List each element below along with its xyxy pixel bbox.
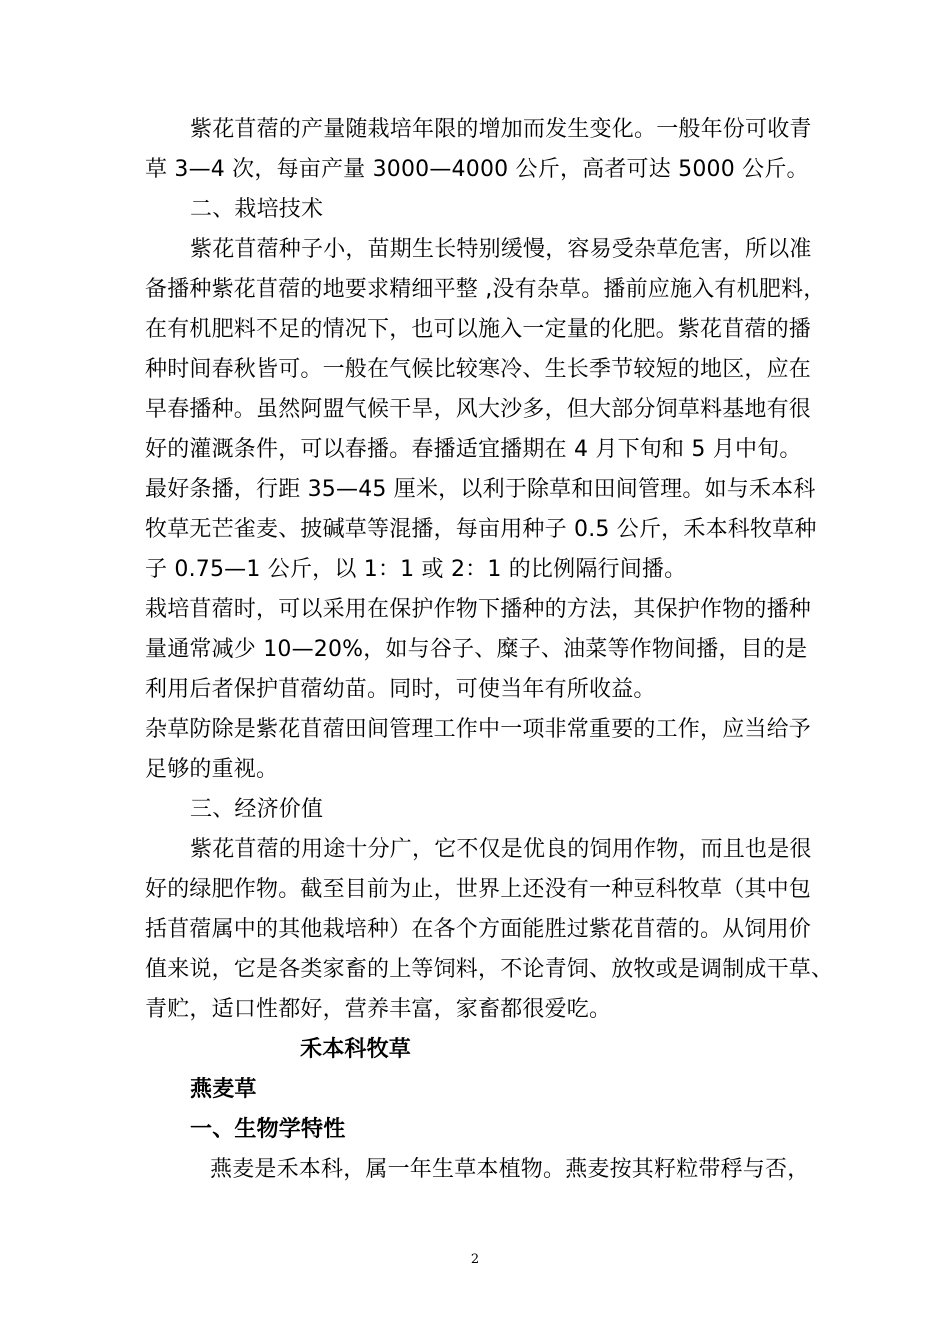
- section-heading: 三、经济价值: [190, 797, 324, 822]
- paragraph-line: 括苜蓿属中的其他栽培种）在各个方面能胜过紫花苜蓿的。从饲用价: [145, 917, 812, 942]
- paragraph-line: 栽培苜蓿时，可以采用在保护作物下播种的方法，其保护作物的播种: [145, 597, 812, 622]
- paragraph-line: 紫花苜蓿的产量随栽培年限的增加而发生变化。一般年份可收青: [190, 117, 812, 142]
- section-heading: 二、栽培技术: [190, 197, 324, 222]
- paragraph-line: 紫花苜蓿的用途十分广，它不仅是优良的饲用作物，而且也是很: [190, 837, 812, 862]
- subsection-heading: 一、生物学特性: [190, 1117, 346, 1142]
- paragraph-line: 草 3—4 次，每亩产量 3000—4000 公斤，高者可达 5000 公斤。: [145, 157, 809, 182]
- page-number: 2: [470, 1252, 480, 1267]
- paragraph-line: 紫花苜蓿种子小，苗期生长特别缓慢，容易受杂草危害，所以准: [190, 237, 812, 262]
- paragraph-line: 好的灌溉条件，可以春播。春播适宜播期在 4 月下旬和 5 月中旬。: [145, 437, 802, 462]
- paragraph-line: 好的绿肥作物。截至目前为止，世界上还没有一种豆科牧草（其中包: [145, 877, 812, 902]
- paragraph-line: 早春播种。虽然阿盟气候干旱，风大沙多，但大部分饲草料基地有很: [145, 397, 812, 422]
- paragraph-line: 杂草防除是紫花苜蓿田间管理工作中一项非常重要的工作，应当给予: [145, 717, 812, 742]
- paragraph-line: 最好条播，行距 35—45 厘米，以利于除草和田间管理。如与禾本科: [145, 477, 816, 502]
- paragraph-line: 量通常减少 10—20%，如与谷子、糜子、油菜等作物间播，目的是: [145, 637, 808, 662]
- paragraph-line: 青贮，适口性都好，营养丰富，家畜都很爱吃。: [145, 997, 612, 1022]
- paragraph-line: 值来说，它是各类家畜的上等饲料，不论青饲、放牧或是调制成干草、: [145, 957, 834, 982]
- paragraph-line: 利用后者保护苜蓿幼苗。同时，可使当年有所收益。: [145, 677, 656, 702]
- paragraph-line: 燕麦是禾本科，属一年生草本植物。燕麦按其籽粒带稃与否，: [210, 1157, 810, 1182]
- paragraph-line: 牧草无芒雀麦、披碱草等混播，每亩用种子 0.5 公斤，禾本科牧草种: [145, 517, 817, 542]
- paragraph-line: 子 0.75—1 公斤，以 1：1 或 2：1 的比例隔行间播。: [145, 557, 687, 582]
- paragraph-line: 备播种紫花苜蓿的地要求精细平整 ,没有杂草。播前应施入有机肥料，: [145, 277, 826, 302]
- paragraph-line: 在有机肥料不足的情况下，也可以施入一定量的化肥。紫花苜蓿的播: [145, 317, 812, 342]
- subsection-heading: 燕麦草: [190, 1077, 257, 1102]
- paragraph-line: 足够的重视。: [145, 757, 279, 782]
- chapter-heading: 禾本科牧草: [300, 1037, 412, 1062]
- paragraph-line: 种时间春秋皆可。一般在气候比较寒冷、生长季节较短的地区，应在: [145, 357, 812, 382]
